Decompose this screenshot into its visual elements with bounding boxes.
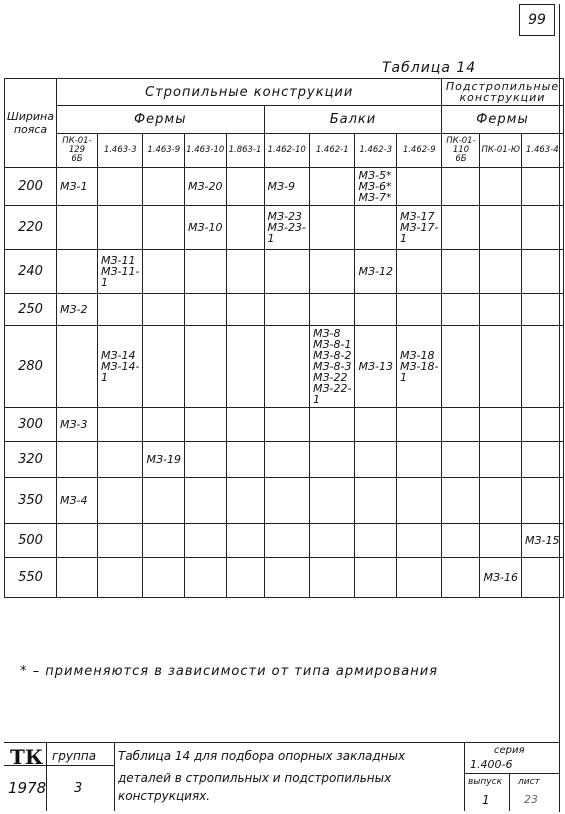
table-cell: [396, 524, 441, 558]
table-cell: [264, 478, 309, 524]
group-subrafter: Подстропильные конструкции: [442, 79, 563, 106]
table-cell: [396, 558, 441, 598]
table-cell: [480, 524, 522, 558]
table-row: [5, 168, 564, 206]
table-cell: МЗ-19: [143, 442, 185, 478]
table-cell: [309, 250, 354, 294]
column-header: [97, 134, 142, 168]
footnote: * – применяются в зависимости от типа армирования: [20, 664, 439, 679]
table-cell: [480, 168, 522, 206]
table-row: [5, 442, 564, 478]
table-cell: [97, 442, 142, 478]
table-cell: [521, 326, 563, 408]
column-header-suffix: 6Б: [455, 154, 467, 164]
column-header: [355, 134, 397, 168]
table-cell: [226, 408, 264, 442]
year: 1978: [8, 779, 47, 797]
table-cell: [480, 408, 522, 442]
table-cell: [309, 168, 354, 206]
table-cell: МЗ-2: [56, 294, 97, 326]
row-width-cell: 200: [5, 168, 57, 206]
table-cell: [480, 250, 522, 294]
table-cell: [184, 408, 226, 442]
column-header: [442, 134, 480, 168]
column-header-code: 1.463-3: [103, 145, 137, 155]
table-cell: [226, 326, 264, 408]
table-cell: [226, 442, 264, 478]
tk-label: ТК: [10, 745, 44, 769]
table-cell: [396, 294, 441, 326]
column-header-code: 1.462-9: [402, 145, 436, 155]
table-cell: [396, 408, 441, 442]
table-cell: [184, 478, 226, 524]
table-cell: [143, 326, 185, 408]
table-cell: [521, 558, 563, 598]
table-cell: [396, 168, 441, 206]
table-cell: [264, 442, 309, 478]
table-cell: [355, 558, 397, 598]
table-cell: [442, 294, 480, 326]
column-header: [264, 134, 309, 168]
table-cell: [442, 168, 480, 206]
column-header-code: 1.463-4: [525, 145, 559, 155]
table-row: [5, 206, 564, 250]
table-cell: [521, 250, 563, 294]
table-cell: [355, 478, 397, 524]
series-value: 1.400-6: [470, 758, 513, 771]
sheet-label: лист: [518, 777, 540, 787]
table-cell: [442, 206, 480, 250]
table-cell: [143, 478, 185, 524]
table-cell: [56, 442, 97, 478]
table-cell: [309, 408, 354, 442]
table-cell: [97, 558, 142, 598]
table-cell: [97, 478, 142, 524]
column-header-code: 1.463-9: [147, 145, 181, 155]
group-rafter: Стропильные конструкции: [56, 79, 441, 106]
table-cell: [309, 478, 354, 524]
table-cell: [355, 442, 397, 478]
table-cell: [355, 294, 397, 326]
table-cell: МЗ-15: [521, 524, 563, 558]
title-block: [4, 742, 559, 811]
column-header: [56, 134, 97, 168]
table-cell: [264, 408, 309, 442]
row-width-cell: 550: [5, 558, 57, 598]
table-cell: [442, 408, 480, 442]
table-cell: [264, 524, 309, 558]
column-header-code: ПК-01-Ю: [481, 145, 520, 155]
issue-label: выпуск: [468, 777, 503, 787]
issue-value: 1: [482, 793, 490, 807]
table-cell: [396, 478, 441, 524]
column-header: [521, 134, 563, 168]
table-cell: [56, 206, 97, 250]
table-cell: [480, 478, 522, 524]
embedded-parts-table: [4, 78, 564, 598]
column-header-code: ПК-01-129: [62, 136, 92, 155]
table-cell: [184, 326, 226, 408]
row-width-cell: 220: [5, 206, 57, 250]
table-cell: [442, 524, 480, 558]
table-cell: [480, 294, 522, 326]
table-row: [5, 524, 564, 558]
series-label: серия: [494, 745, 525, 756]
table-cell: [309, 524, 354, 558]
table-cell: [226, 524, 264, 558]
column-header: [396, 134, 441, 168]
column-header: [226, 134, 264, 168]
table-cell: [521, 478, 563, 524]
table-cell: [143, 524, 185, 558]
table-cell: [56, 524, 97, 558]
group-label: группа: [52, 749, 97, 763]
column-header: [184, 134, 226, 168]
table-cell: МЗ-23 МЗ-23-1: [264, 206, 309, 250]
table-cell: [226, 558, 264, 598]
table-cell: [226, 250, 264, 294]
table-cell: [226, 294, 264, 326]
table-cell: МЗ-3: [56, 408, 97, 442]
table-cell: [442, 326, 480, 408]
table-cell: [264, 326, 309, 408]
table-row: [5, 408, 564, 442]
stamp-description-1: Таблица 14 для подбора опорных закладных: [118, 749, 406, 763]
table-cell: [396, 250, 441, 294]
table-cell: [355, 524, 397, 558]
table-cell: [184, 294, 226, 326]
stamp-description-3: конструкциях.: [118, 789, 211, 803]
row-header-cell: [5, 79, 57, 168]
table-cell: МЗ-8 МЗ-8-1 МЗ-8-2 МЗ-8-3 МЗ-22 МЗ-22-1: [309, 326, 354, 408]
table-cell: МЗ-11 МЗ-11-1: [97, 250, 142, 294]
table-cell: [480, 442, 522, 478]
table-cell: [226, 168, 264, 206]
table-cell: [56, 558, 97, 598]
table-cell: МЗ-13: [355, 326, 397, 408]
table-cell: МЗ-14 МЗ-14-1: [97, 326, 142, 408]
column-header-suffix: 6Б: [71, 154, 83, 164]
table-cell: [309, 558, 354, 598]
row-width-cell: 500: [5, 524, 57, 558]
table-cell: [264, 558, 309, 598]
table-cell: [442, 250, 480, 294]
table-cell: [143, 168, 185, 206]
column-header-code: 1.462-3: [359, 145, 393, 155]
column-header-code: 1.463-10: [186, 145, 225, 155]
column-header: [143, 134, 185, 168]
table-cell: [521, 294, 563, 326]
row-width-cell: 350: [5, 478, 57, 524]
table-title: Таблица 14: [382, 60, 477, 76]
column-header-code: ПК-01-110: [446, 136, 476, 155]
table-cell: МЗ-12: [355, 250, 397, 294]
table-row: [5, 294, 564, 326]
table-cell: [226, 478, 264, 524]
stamp-description-2: деталей в стропильных и подстропильных: [118, 771, 392, 785]
table-cell: [143, 206, 185, 250]
table-cell: МЗ-16: [480, 558, 522, 598]
row-width-cell: 240: [5, 250, 57, 294]
table-cell: [184, 524, 226, 558]
table-cell: [309, 442, 354, 478]
table-cell: [521, 408, 563, 442]
table-cell: [309, 294, 354, 326]
column-header: [480, 134, 522, 168]
row-width-cell: 300: [5, 408, 57, 442]
table-cell: МЗ-4: [56, 478, 97, 524]
subgroup-beams: Балки: [264, 106, 442, 134]
table-cell: [56, 326, 97, 408]
table-cell: [442, 558, 480, 598]
table-cell: [97, 408, 142, 442]
table-cell: [480, 326, 522, 408]
table-cell: [264, 294, 309, 326]
table-cell: [184, 442, 226, 478]
subgroup-trusses-2: Фермы: [442, 106, 563, 134]
row-header-label: Ширина пояса: [7, 110, 54, 136]
table-row: [5, 558, 564, 598]
table-cell: [143, 408, 185, 442]
column-header-code: 1.462-10: [267, 145, 306, 155]
table-cell: МЗ-5* МЗ-6* МЗ-7*: [355, 168, 397, 206]
table-cell: [97, 524, 142, 558]
table-cell: [97, 168, 142, 206]
table-cell: [442, 478, 480, 524]
table-cell: [97, 294, 142, 326]
table-cell: [143, 558, 185, 598]
table-cell: МЗ-20: [184, 168, 226, 206]
table-cell: [521, 442, 563, 478]
table-cell: [480, 206, 522, 250]
row-width-cell: 320: [5, 442, 57, 478]
table-cell: [264, 250, 309, 294]
table-cell: МЗ-9: [264, 168, 309, 206]
row-width-cell: 280: [5, 326, 57, 408]
table-row: [5, 326, 564, 408]
table-cell: [355, 206, 397, 250]
column-header: [309, 134, 354, 168]
row-width-cell: 250: [5, 294, 57, 326]
column-header-code: 1.863-1: [228, 145, 262, 155]
table-cell: [56, 250, 97, 294]
table-cell: [521, 168, 563, 206]
table-cell: МЗ-17 МЗ-17-1: [396, 206, 441, 250]
table-cell: [309, 206, 354, 250]
table-row: [5, 478, 564, 524]
table-cell: [355, 408, 397, 442]
table-row: [5, 250, 564, 294]
subgroup-trusses-1: Фермы: [56, 106, 264, 134]
table-cell: [396, 442, 441, 478]
table-cell: [97, 206, 142, 250]
column-header-code: 1.462-1: [315, 145, 349, 155]
group-value: 3: [74, 781, 83, 796]
table-cell: [143, 250, 185, 294]
table-cell: [143, 294, 185, 326]
table-cell: МЗ-18 МЗ-18-1: [396, 326, 441, 408]
table-cell: [442, 442, 480, 478]
table-cell: [184, 558, 226, 598]
table-cell: [226, 206, 264, 250]
table-cell: МЗ-10: [184, 206, 226, 250]
table-cell: МЗ-1: [56, 168, 97, 206]
table-cell: [184, 250, 226, 294]
table-cell: [521, 206, 563, 250]
page-number: 99: [519, 4, 555, 36]
sheet-value: 23: [524, 793, 538, 806]
